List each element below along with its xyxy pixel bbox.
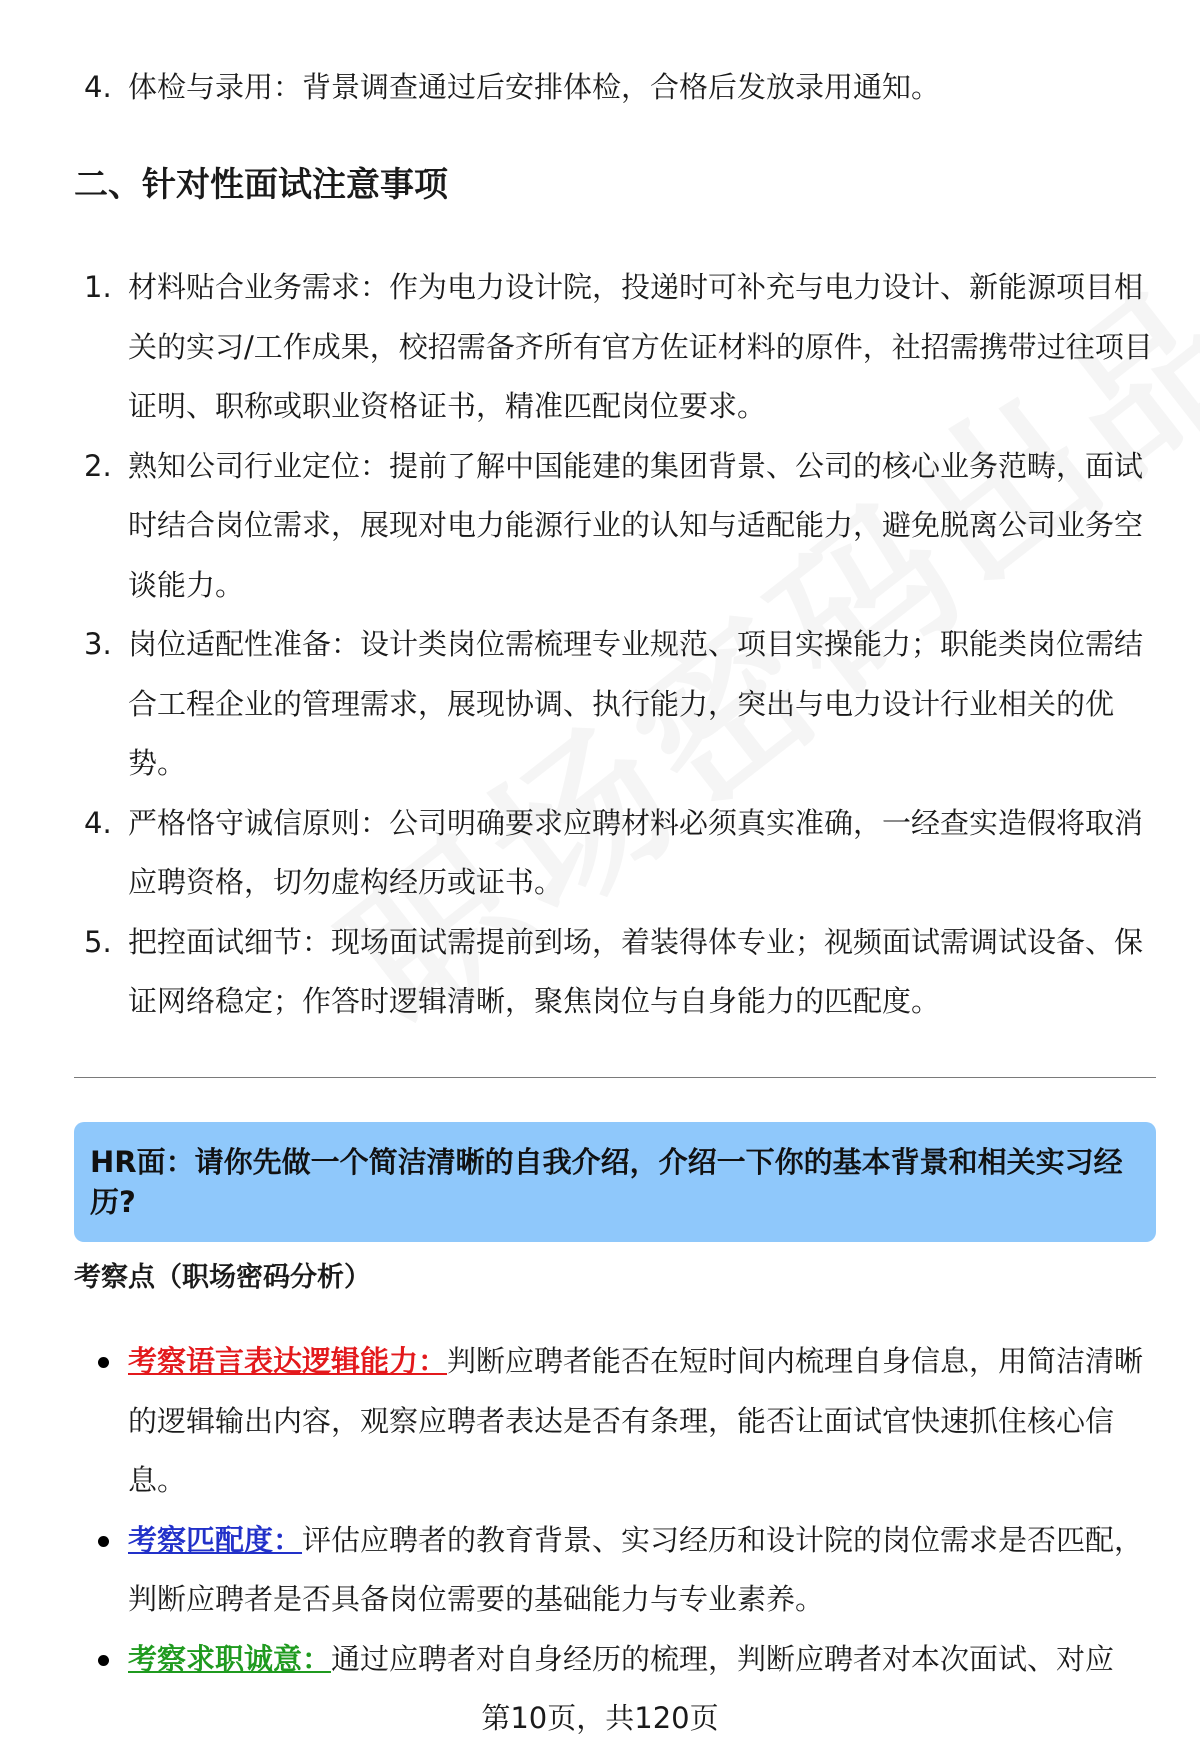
- divider: [74, 1077, 1156, 1078]
- list-item: [84, 794, 1164, 913]
- bullet-icon: [94, 1630, 128, 1690]
- point-label: 考察匹配度：: [128, 1522, 303, 1557]
- item-text: 体检与录用：背景调查通过后安排体检，合格后发放录用通知。: [128, 70, 941, 104]
- list-item: [84, 615, 1164, 794]
- list-item: [84, 437, 1164, 616]
- item-number: 5.: [84, 924, 112, 959]
- item-number: 2.: [84, 448, 112, 483]
- page-footer: 第10页，共120页: [481, 1701, 719, 1735]
- item-text: 严格恪守诚信原则：公司明确要求应聘材料必须真实准确，一经查实造假将取消应聘资格，切勿虚构经历或证书。: [128, 805, 1144, 899]
- question-box: HR面：请你先做一个简洁清晰的自我介绍，介绍一下你的基本背景和相关实习经历?: [74, 1122, 1156, 1242]
- list-item: [84, 913, 1164, 1032]
- numbered-list: [84, 258, 1164, 1032]
- item-number: 4.: [84, 70, 112, 104]
- point-label: 考察语言表达逻辑能力：: [128, 1344, 448, 1378]
- list-item: [84, 258, 1164, 437]
- section-title: 二、针对性面试注意事项: [74, 165, 448, 205]
- bullet-item: [94, 1511, 1156, 1630]
- bullet-icon: [94, 1332, 128, 1511]
- item-text: 熟知公司行业定位：提前了解中国能建的集团背景、公司的核心业务范畴，面试时结合岗位需求，展现对电力能源行业的认知与适配能力，避免脱离公司业务空谈能力。: [128, 448, 1144, 602]
- bullet-item: [94, 1630, 1156, 1690]
- point-text: 通过应聘者对自身经历的梳理，判断应聘者对本次面试、对应: [331, 1641, 1115, 1676]
- analysis-title: 考察点（职场密码分析）: [74, 1262, 371, 1293]
- item-text: 材料贴合业务需求：作为电力设计院，投递时可补充与电力设计、新能源项目相关的实习/工作成果，校招需备齐所有官方佐证材料的原件，社招需携带过往项目证明、职称或职业资格证书，精准匹配岗位要求。: [128, 270, 1153, 423]
- item-text: 岗位适配性准备：设计类岗位需梳理专业规范、项目实操能力；职能类岗位需结合工程企业的管理需求，展现协调、执行能力，突出与电力设计行业相关的优势。: [128, 627, 1144, 780]
- list-item: [84, 62, 1164, 112]
- item-number: 3.: [84, 627, 112, 661]
- bullet-item: [94, 1332, 1156, 1511]
- item-number: 4.: [84, 805, 112, 840]
- point-label: 考察求职诚意：: [128, 1641, 332, 1676]
- point-text: 判断应聘者能否在短时间内梳理自身信息，用简洁清晰的逻辑输出内容，观察应聘者表达是否有条理，能否让面试官快速抓住核心信息。: [128, 1344, 1144, 1497]
- point-text: 评估应聘者的教育背景、实习经历和设计院的岗位需求是否匹配，判断应聘者是否具备岗位需要的基础能力与专业素养。: [128, 1522, 1144, 1616]
- item-number: 1.: [84, 270, 112, 304]
- item-text: 把控面试细节：现场面试需提前到场，着装得体专业；视频面试需调试设备、保证网络稳定；作答时逻辑清晰，聚焦岗位与自身能力的匹配度。: [128, 924, 1144, 1018]
- bullet-icon: [94, 1511, 128, 1630]
- bullet-list: [94, 1332, 1156, 1689]
